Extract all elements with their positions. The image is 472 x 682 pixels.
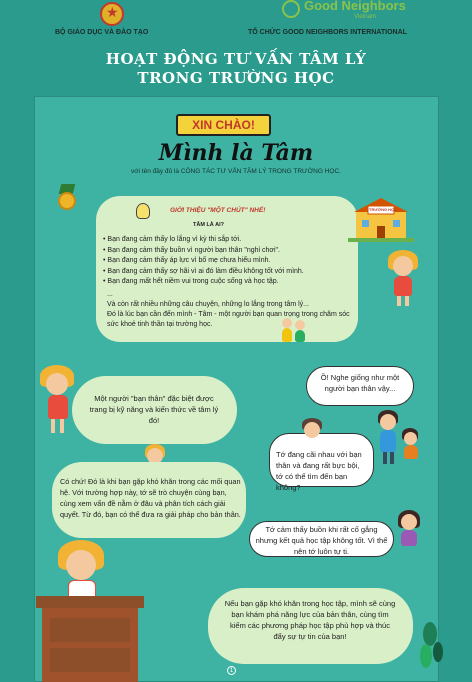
school-sign: TRƯỜNG HỌC xyxy=(369,207,398,212)
logo-text: Good Neighbors xyxy=(304,0,406,13)
greeting-badge: XIN CHÀO! xyxy=(176,114,271,136)
list-item: • Bạn đang cảm thấy sợ hãi vì ai đó làm điều không tốt với mình. xyxy=(103,267,304,278)
list-item: • Bạn đang mất hết niềm vui trong cuộc sống và học tập. xyxy=(103,277,304,288)
tam-bubble-3-text: Nếu bạn gặp khó khăn trong học tập, mình sẽ cùng bạn khám phá năng lực của bản thân, cùng tìm kiếm các phương pháp học tập phù hợp và thúc đẩy sự tự tin của bạn! xyxy=(224,599,396,641)
intro-ellipsis: ... xyxy=(107,291,113,298)
ngo-name: TỔ CHỨC GOOD NEIGHBORS INTERNATIONAL xyxy=(248,29,407,36)
intro-list xyxy=(103,235,304,288)
boy-bubble-2-text: Tớ đang cãi nhau với bạn thân và đang rất bực bội, tớ có thể tìm đến bạn không? xyxy=(276,450,362,492)
intro-heading: GIỚI THIỆU "MỘT CHÚT" NHÉ! xyxy=(170,207,266,214)
logo-sub: Vietnam xyxy=(354,14,376,20)
good-neighbors-logo xyxy=(282,0,422,22)
school-building-icon xyxy=(348,198,414,246)
girl-bubble-1-text: Tớ cảm thấy buồn khi rất cố gắng nhưng kết quả học tập không tốt. Vì thế nên tớ luôn tự ti. xyxy=(255,525,388,556)
greeting-subtitle: với tên đầy đủ là CÔNG TÁC TƯ VẤN TÂM LÝ TRONG TRƯỜNG HỌC. xyxy=(131,168,341,175)
desk-icon xyxy=(36,596,144,682)
intro-paragraph-2: Đó là lúc bạn cần đến mình - Tâm - một người bạn quan trọng trong chăm sóc sức khoẻ tinh thần tại trường học. xyxy=(107,311,350,328)
intro-paragraph-1: Và còn rất nhiều những câu chuyện, những lo lắng trong tâm lý... xyxy=(107,301,309,308)
medal-icon xyxy=(58,192,76,210)
boy-bubble-1-text: Ồ! Nghe giống như một người bạn thân vậy... xyxy=(320,373,400,393)
greeting-name: Mình là Tâm xyxy=(158,140,314,166)
tam-bubble-2-text: Có chứ! Đó là khi bạn gặp khó khăn trong các mối quan hệ. Với trường hợp này, tớ sẽ trò chuyện cùng bạn, cùng xem vấn đề nằm ở đâu và phân tích cách giải quyết. Từ đó, bạn có thể đưa ra giải pháp cho bản thân. xyxy=(60,477,241,519)
lightbulb-icon xyxy=(136,203,150,219)
intro-who: TÂM LÀ AI? xyxy=(193,222,224,228)
page-number: 1 xyxy=(227,666,236,675)
list-item: • Bạn đang cảm thấy lo lắng vì kỳ thi sắp tới. xyxy=(103,235,304,246)
tam-bubble-1-text: Một người "bạn thân" đặc biệt được trang bị kỹ năng và kiến thức về tâm lý đó! xyxy=(89,394,219,425)
leaves-decoration-icon xyxy=(416,622,446,672)
state-emblem-icon xyxy=(100,2,124,26)
page-title-line1: HOẠT ĐỘNG TƯ VẤN TÂM LÝ xyxy=(105,50,367,68)
page-title-line2: TRONG TRƯỜNG HỌC xyxy=(137,69,335,87)
ministry-name: BỘ GIÁO DỤC VÀ ĐÀO TẠO xyxy=(55,29,149,36)
list-item: • Bạn đang cảm thấy buồn vì người bạn thân "nghỉ chơi". xyxy=(103,246,304,257)
good-neighbors-mark-icon xyxy=(282,0,300,18)
list-item: • Bạn đang cảm thấy áp lực vì bố mẹ chưa hiểu mình. xyxy=(103,256,304,267)
